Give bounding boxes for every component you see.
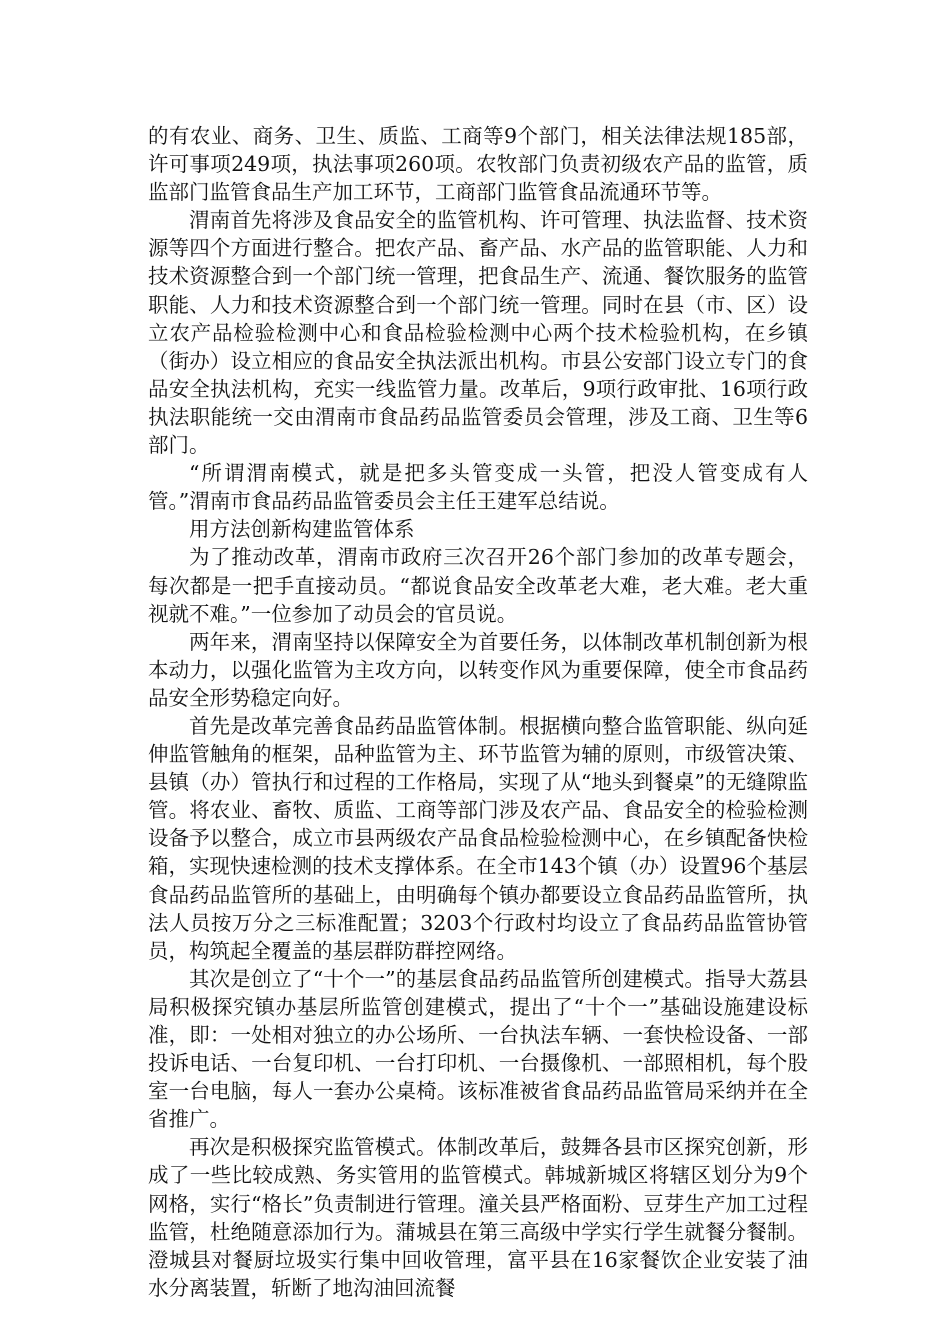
section-heading: 用方法创新构建监管体系	[189, 517, 415, 542]
paragraph-8: 其次是创立了“十个一”的基层食品药品监管所创建模式。指导大荔县局积极探究镇办基层所监管创建模式，提出了“十个一”基础设施建设标准，即：一处相对独立的办公场所、一台执法车辆、一套快检设备、一部投诉电话、一台复印机、一台打印机、一台摄像机、一部照相机，每个股室一台电脑，每人一套办公桌椅。该标准被省食品药品监管局采纳并在全省推广。	[148, 966, 808, 1132]
paragraph-6: 两年来，渭南坚持以保障安全为首要任务，以体制改革机制创新为根本动力，以强化监管为主攻方向，以转变作风为重要保障，使全市食品药品安全形势稳定向好。	[148, 629, 808, 710]
paragraph-1: 的有农业、商务、卫生、质监、工商等9个部门，相关法律法规185部，许可事项249项，执法事项260项。农牧部门负责初级农产品的监管，质监部门监管食品生产加工环节，工商部门监管食品流通环节等。	[148, 124, 808, 205]
document-body	[148, 122, 808, 1302]
paragraph-9: 再次是积极探究监管模式。体制改革后，鼓舞各县市区探究创新，形成了一些比较成熟、务实管用的监管模式。韩城新城区将辖区划分为9个网格，实行“格长”负责制进行管理。潼关县严格面粉、豆芽生产加工过程监管，杜绝随意添加行为。蒲城县在第三高级中学实行学生就餐分餐制。澄城县对餐厨垃圾实行集中回收管理，富平县在16家餐饮企业安装了油水分离装置，斩断了地沟油回流餐	[148, 1135, 808, 1300]
paragraph-3-quote: “所谓渭南模式，就是把多头管变成一头管，把没人管变成有人管。”渭南市食品药品监管委员会主任王建军总结说。	[148, 461, 808, 514]
paragraph-5: 为了推动改革，渭南市政府三次召开26个部门参加的改革专题会，每次都是一把手直接动员。“都说食品安全改革老大难，老大难。老大重视就不难。”一位参加了动员会的官员说。	[148, 545, 808, 626]
paragraph-7: 首先是改革完善食品药品监管体制。根据横向整合监管职能、纵向延伸监管触角的框架，品种监管为主、环节监管为辅的原则，市级管决策、县镇（办）管执行和过程的工作格局，实现了从“地头到餐桌”的无缝隙监管。将农业、畜牧、质监、工商等部门涉及农产品、食品安全的检验检测设备予以整合，成立市县两级农产品食品检验检测中心，在乡镇配备快检箱，实现快速检测的技术支撑体系。在全市143个镇（办）设置96个基层食品药品监管所的基础上，由明确每个镇办都要设立食品药品监管所，执法人员按万分之三标准配置；3203个行政村均设立了食品药品监管协管员，构筑起全覆盖的基层群防群控网络。	[148, 713, 808, 963]
paragraph-2: 渭南首先将涉及食品安全的监管机构、许可管理、执法监督、技术资源等四个方面进行整合。把农产品、畜产品、水产品的监管职能、人力和技术资源整合到一个部门统一管理，把食品生产、流通、餐饮服务的监管职能、人力和技术资源整合到一个部门统一管理。同时在县（市、区）设立农产品检验检测中心和食品检验检测中心两个技术检验机构，在乡镇（街办）设立相应的食品安全执法派出机构。市县公安部门设立专门的食品安全执法机构，充实一线监管力量。改革后，9项行政审批、16项行政执法职能统一交由渭南市食品药品监管委员会管理，涉及工商、卫生等6部门。	[148, 208, 808, 458]
